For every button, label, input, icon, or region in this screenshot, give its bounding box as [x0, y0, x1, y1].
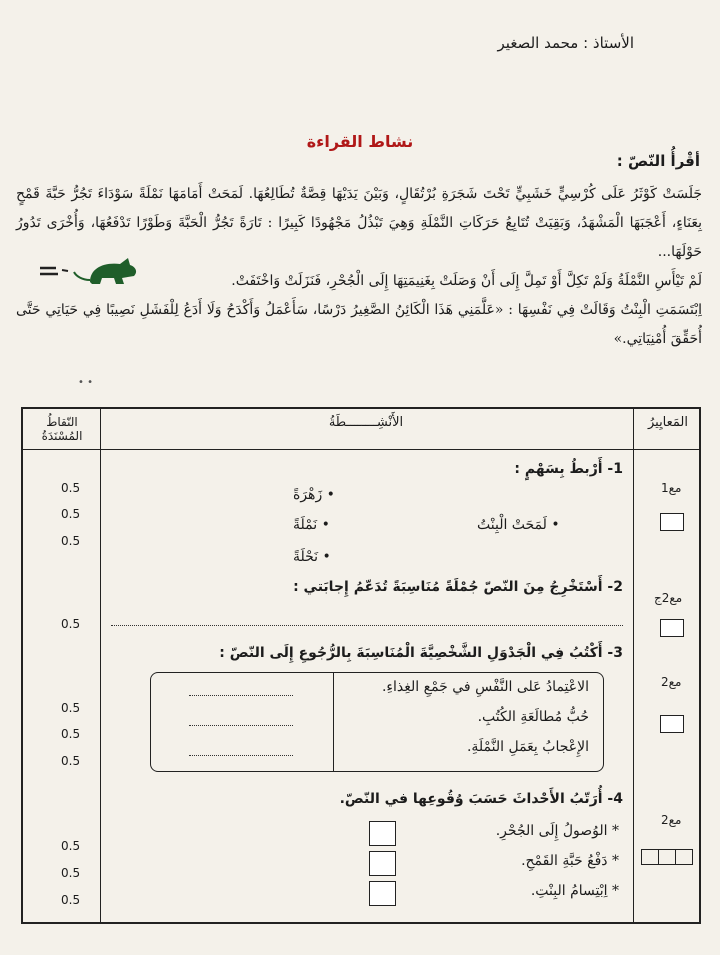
q1-criterion-box[interactable]	[660, 513, 684, 531]
q4-order-box-1[interactable]	[369, 821, 396, 846]
page-title: نشاط القراءة	[306, 132, 414, 151]
question-4-title: 4- أُرَتّبُ الأَحْداثَ حَسَبَ وُقُوعِها في النّصّ.	[339, 791, 623, 807]
q4-item-1: * الوُصولُ إِلَى الجُحْرِ.	[495, 823, 619, 839]
exercise-table	[21, 407, 701, 924]
q3-answer-line-2[interactable]	[189, 725, 293, 726]
q4-item-3-text: اِبْتِسامُ البِنْتِ.	[530, 883, 608, 899]
q3-row-2: حُبُّ مُطالَعَةِ الكُتُبِ.	[477, 709, 589, 725]
q4-criterion-box-2[interactable]	[658, 849, 676, 865]
question-2-title: 2- أَسْتَخْرِجُ مِنَ النّصّ جُمْلَةً مُنَاسِبَةً تُدَعّمُ إِجابَتي :	[293, 579, 623, 595]
q1-option-3-text: نَحْلَةً	[293, 549, 319, 565]
q3-row-1: الاعْتِمادُ عَلى النَّفْسِ في جَمْعِ الغِذاءِ.	[381, 679, 589, 695]
passage-paragraph-2: لَمْ تَيْأَسِ النَّمْلَةُ وَلَمْ تَكِلَّ أَوْ تَمِلَّ إِلَى أَنْ وَصَلَتْ بِغَنِيمَتِهَا إِلَى الْجُحْرِ، فَنَزَلَتْ وَاخْتَفَتْ.	[231, 273, 702, 289]
header-criteria: المَعايِيرُ	[647, 415, 689, 430]
q4-score-2: 0.5	[61, 866, 81, 880]
read-instruction: أقْرأُ النّصّ :	[616, 152, 700, 170]
q3-answer-line-1[interactable]	[189, 695, 293, 696]
q1-left-phrase: • لَمَحَتْ الْبِنْتُ	[477, 517, 560, 533]
q1-criterion: مع1	[661, 481, 682, 495]
q1-option-1: • زَهْرَةً	[293, 487, 335, 503]
q3-score-3: 0.5	[61, 754, 81, 768]
header-activities: الأَنْشِــــــــطَةُ	[328, 415, 404, 430]
header-divider	[23, 449, 699, 450]
q1-score-2: 0.5	[61, 507, 81, 521]
q4-item-1-text: الوُصولُ إِلَى الجُحْرِ.	[495, 823, 608, 839]
teacher-name: الأستاذ : محمد الصغير	[497, 34, 634, 52]
q1-score-1: 0.5	[61, 481, 81, 495]
q3-criterion-box[interactable]	[660, 715, 684, 733]
mouse-illustration	[36, 254, 142, 288]
q4-item-2: * دَفْعُ حَبَّةِ القَمْحِ.	[521, 853, 619, 869]
column-divider-left	[100, 409, 101, 922]
q4-criterion-box-1[interactable]	[641, 849, 659, 865]
q4-score-3: 0.5	[61, 893, 81, 907]
q4-item-2-text: دَفْعُ حَبَّةِ القَمْحِ.	[521, 853, 608, 869]
q1-option-2-text: نَمْلَةً	[293, 517, 318, 533]
q4-item-3: * اِبْتِسامُ البِنْتِ.	[530, 883, 619, 899]
q1-option-3: • نَحْلَةً	[293, 549, 331, 565]
q4-score-1: 0.5	[61, 839, 81, 853]
q1-left-phrase-text: لَمَحَتْ الْبِنْتُ	[477, 517, 547, 533]
q4-criterion: مع2	[661, 813, 682, 827]
question-3-title: 3- أَكْتُبُ فِي الْجَدْوَلِ الشَّخْصِيَّةَ الْمُنَاسِبَةَ بِالرُّجُوعِ إِلَى النّصّ :	[219, 645, 623, 661]
q3-row-3: الإِعْجابُ بِعَمَلِ النَّمْلَةِ.	[466, 739, 589, 755]
passage-paragraph-1: جَلَسَتْ كَوْثَرُ عَلَى كُرْسِيٍّ خَشَبِيٍّ تَحْتَ شَجَرَةِ بُرْتُقَالٍ، وَبَيْنَ يَدَيْهَا قِصَّةٌ تُطَالِعُهَا. لَمَحَتْ أَمَامَهَا نَمْلَةً سَوْدَاءَ تَجُرُّ حَبَّةَ قَمْحٍ بِعَنَاءٍ، أَعْجَبَهَا الْمَشْهَدُ، وَبَقِيَتْ تُتَابِعُ حَرَكَاتِ النَّمْلَةِ وَهِيَ تَبْذُلُ مَجْهُودًا كَبِيرًا : تَارَةً تَجُرُّ الْحَبَّةَ وَطَوْرًا تَدْفَعُهَا، وَأُخْرَى تَدُورُ حَوْلَهَا...	[16, 186, 702, 260]
q2-criterion: مع2ج	[654, 591, 683, 605]
q3-answer-line-3[interactable]	[189, 755, 293, 756]
q3-answer-box	[150, 672, 604, 772]
q3-criterion: مع2	[661, 675, 682, 689]
q2-criterion-box[interactable]	[660, 619, 684, 637]
q2-answer-line[interactable]	[111, 625, 623, 626]
q4-order-box-3[interactable]	[369, 881, 396, 906]
q1-score-3: 0.5	[61, 534, 81, 548]
question-1-title: 1- أَرْبطُ بِسَهْمٍ :	[514, 461, 623, 477]
q4-order-box-2[interactable]	[369, 851, 396, 876]
q2-score: 0.5	[61, 617, 81, 631]
q4-criterion-box-3[interactable]	[675, 849, 693, 865]
q3-score-2: 0.5	[61, 727, 81, 741]
passage-paragraph-3: اِبْتَسَمَتِ الْبِنْتُ وَقَالَتْ فِي نَفْسِهَا : «عَلَّمَنِي هَذَا الْكَائِنُ الصَّغِيرُ دَرْسًا، سَأَعْمَلُ وَأَكْدَحُ وَلَا أَدَعُ لِلْفَشَلِ نَصِيبًا فِي حَيَاتِي حَتَّى أُحَقِّقَ أُمْنِيَاتِي.»	[16, 302, 702, 347]
q1-option-2: • نَمْلَةً	[293, 517, 330, 533]
column-divider-right	[633, 409, 634, 922]
q3-score-1: 0.5	[61, 701, 81, 715]
q1-option-1-text: زَهْرَةً	[293, 487, 323, 503]
header-points: النّقاطُ المُسْنَدَةُ	[41, 415, 83, 443]
stray-mark: • •	[78, 377, 93, 388]
q3-box-divider	[333, 673, 334, 771]
